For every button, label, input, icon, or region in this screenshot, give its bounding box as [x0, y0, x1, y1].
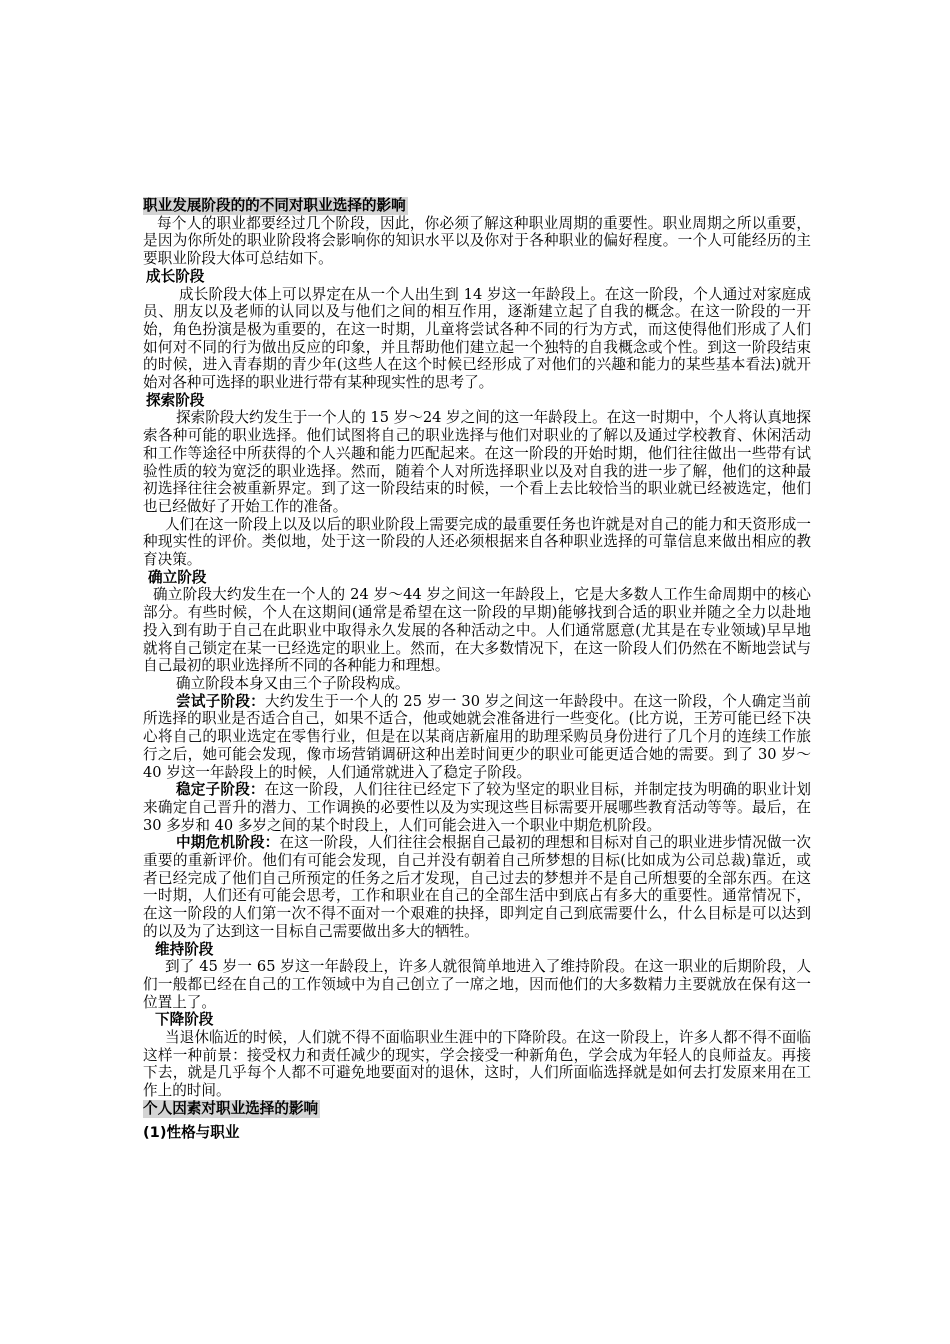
heading-decline: 下降阶段 — [155, 1011, 214, 1029]
crisis-substage-text: 在这一阶段，人们往往会根据自己最初的理想和目标对自己的职业进步情况做一次重要的重新评价。他们有可能会发现，自己并没有朝着自己所梦想的目标(比如成为公司总裁)靠近，或者已经完成了他们自己所预定的任务之后才发现，自己过去的梦想并不是自己所想要的全部东西。在这一时期，人们还有可能会思考，工作和职业在自己的全部生活中到底占有多大的重要性。通常情况下，在这一阶段的人们第一次不得不面对一个艰难的抉择，即判定自己到底需要什么，什么目标是可以达到的以及为了达到这一目标自己需要做出多大的牺牲。 — [143, 834, 811, 940]
heading-exploration: 探索阶段 — [146, 391, 205, 409]
section2-subheading: (1)性格与职业 — [143, 1123, 240, 1141]
crisis-substage-paragraph — [143, 834, 811, 940]
trial-substage-paragraph — [143, 693, 811, 782]
section2-title: 个人因素对职业选择的影响 — [143, 1099, 319, 1117]
stable-substage-text: 在这一阶段，人们往往已经定下了较为坚定的职业目标，并制定技为明确的职业计划来确定自己晋升的潜力、工作调换的必要性以及为实现这些目标需要开展哪些教育活动等等。最后，在 30 多岁和 40 多岁之间的某个时段上，人们可能会进入一个职业中期危机阶段。 — [143, 781, 811, 834]
heading-growth: 成长阶段 — [146, 267, 205, 285]
crisis-substage-label: 中期危机阶段： — [176, 834, 280, 852]
stable-substage-paragraph — [143, 781, 811, 834]
exploration-paragraph-2: 人们在这一阶段上以及以后的职业阶段上需要完成的最重要任务也许就是对自己的能力和天资形成一种现实性的评价。类似地，处于这一阶段的人还必须根据来自各种职业选择的可靠信息来做出相应的教育决策。 — [143, 515, 811, 569]
maintenance-paragraph: 到了 45 岁一 65 岁这一年龄段上，许多人就很简单地进入了维持阶段。在这一职业的后期阶段，人们一般都已经在自己的工作领域中为自己创立了一席之地，因而他们的大多数精力主要就放在保有这一位置上了。 — [143, 958, 811, 1011]
establishment-paragraph-2: 确立阶段本身又由三个子阶段构成。 — [176, 674, 410, 692]
heading-maintenance: 维持阶段 — [155, 940, 214, 958]
exploration-paragraph-1: 探索阶段大约发生于一个人的 15 岁～24 岁之间的这一年龄段上。在这一时期中，个人将认真地探索各种可能的职业选择。他们试图将自己的职业选择与他们对职业的了解以及通过学校教育、休闲活动和工作等途径中所获得的个人兴趣和能力匹配起来。在这一阶段的开始时期，他们往往做出一些带有试验性质的较为宽泛的职业选择。然而，随着个人对所选择职业以及对自我的进一步了解，他们的这种最初选择往往会被重新界定。到了这一阶段结束的时候，一个看上去比较恰当的职业就已经被选定，他们也已经做好了开始工作的准备。 — [143, 409, 811, 515]
intro-paragraph: 每个人的职业都要经过几个阶段，因此，你必须了解这种职业周期的重要性。职业周期之所以重要，是因为你所处的职业阶段将会影响你的知识水平以及你对于各种职业的偏好程度。一个人可能经历的主要职业阶段大体可总结如下。 — [143, 214, 811, 268]
trial-substage-label: 尝试子阶段： — [176, 692, 266, 710]
establishment-paragraph-1: 确立阶段大约发生在一个人的 24 岁～44 岁之间这一年龄段上，它是大多数人工作生命周期中的核心部分。有些时候，个人在这期间(通常是希望在这一阶段的早期)能够找到合适的职业并随之全力以赴地投入到有助于自己在此职业中取得永久发展的各种活动之中。人们通常愿意(尤其是在专业领域)早早地就将自己锁定在某一已经选定的职业上。然而，在大多数情况下，在这一阶段人们仍然在不断地尝试与自己最初的职业选择所不同的各种能力和理想。 — [143, 586, 811, 675]
stable-substage-label: 稳定子阶段： — [176, 781, 265, 799]
growth-paragraph: 成长阶段大体上可以界定在从一个人出生到 14 岁这一年龄段上。在这一阶段，个人通过对家庭成员、朋友以及老师的认同以及与他们之间的相互作用，逐渐建立起了自我的概念。在这一阶段的一开始，角色扮演是极为重要的，在这一时期，儿童将尝试各种不同的行为方式，而这使得他们形成了人们如何对不同的行为做出反应的印象，并且帮助他们建立起一个独特的自我概念或个性。到这一阶段结束的时候，进入青春期的青少年(这些人在这个时候已经形成了对他们的兴趣和能力的某些基本看法)就开始对各种可选择的职业进行带有某种现实性的思考了。 — [143, 285, 811, 392]
document-page — [143, 197, 811, 1141]
decline-paragraph: 当退休临近的时候，人们就不得不面临职业生涯中的下降阶段。在这一阶段上，许多人都不得不面临这样一种前景：接受权力和责任减少的现实，学会接受一种新角色，学会成为年轻人的良师益友。再接下去，就是几乎每个人都不可避免地要面对的退休，这时，人们所面临选择就是如何去打发原来用在工作上的时间。 — [143, 1029, 811, 1100]
section-title: 职业发展阶段的的不同对职业选择的影响 — [143, 197, 406, 214]
heading-establishment: 确立阶段 — [148, 568, 207, 586]
trial-substage-text: 大约发生于一个人的 25 岁一 30 岁之间这一年龄段中。在这一阶段，个人确定当前所选择的职业是否适合自己，如果不适合，他或她就会准备进行一些变化。(比方说，王芳可能已经下决心将自己的职业选定在零售行业，但是在以某商店新雇用的助理采购员身份进行了几个月的连续工作旅行之后，她可能会发现，像市场营销调研这种出差时间更少的职业可能更适合她的需要。到了 30 岁～40 岁这一年龄段上的时候，人们通常就进入了稳定子阶段。 — [143, 692, 811, 781]
